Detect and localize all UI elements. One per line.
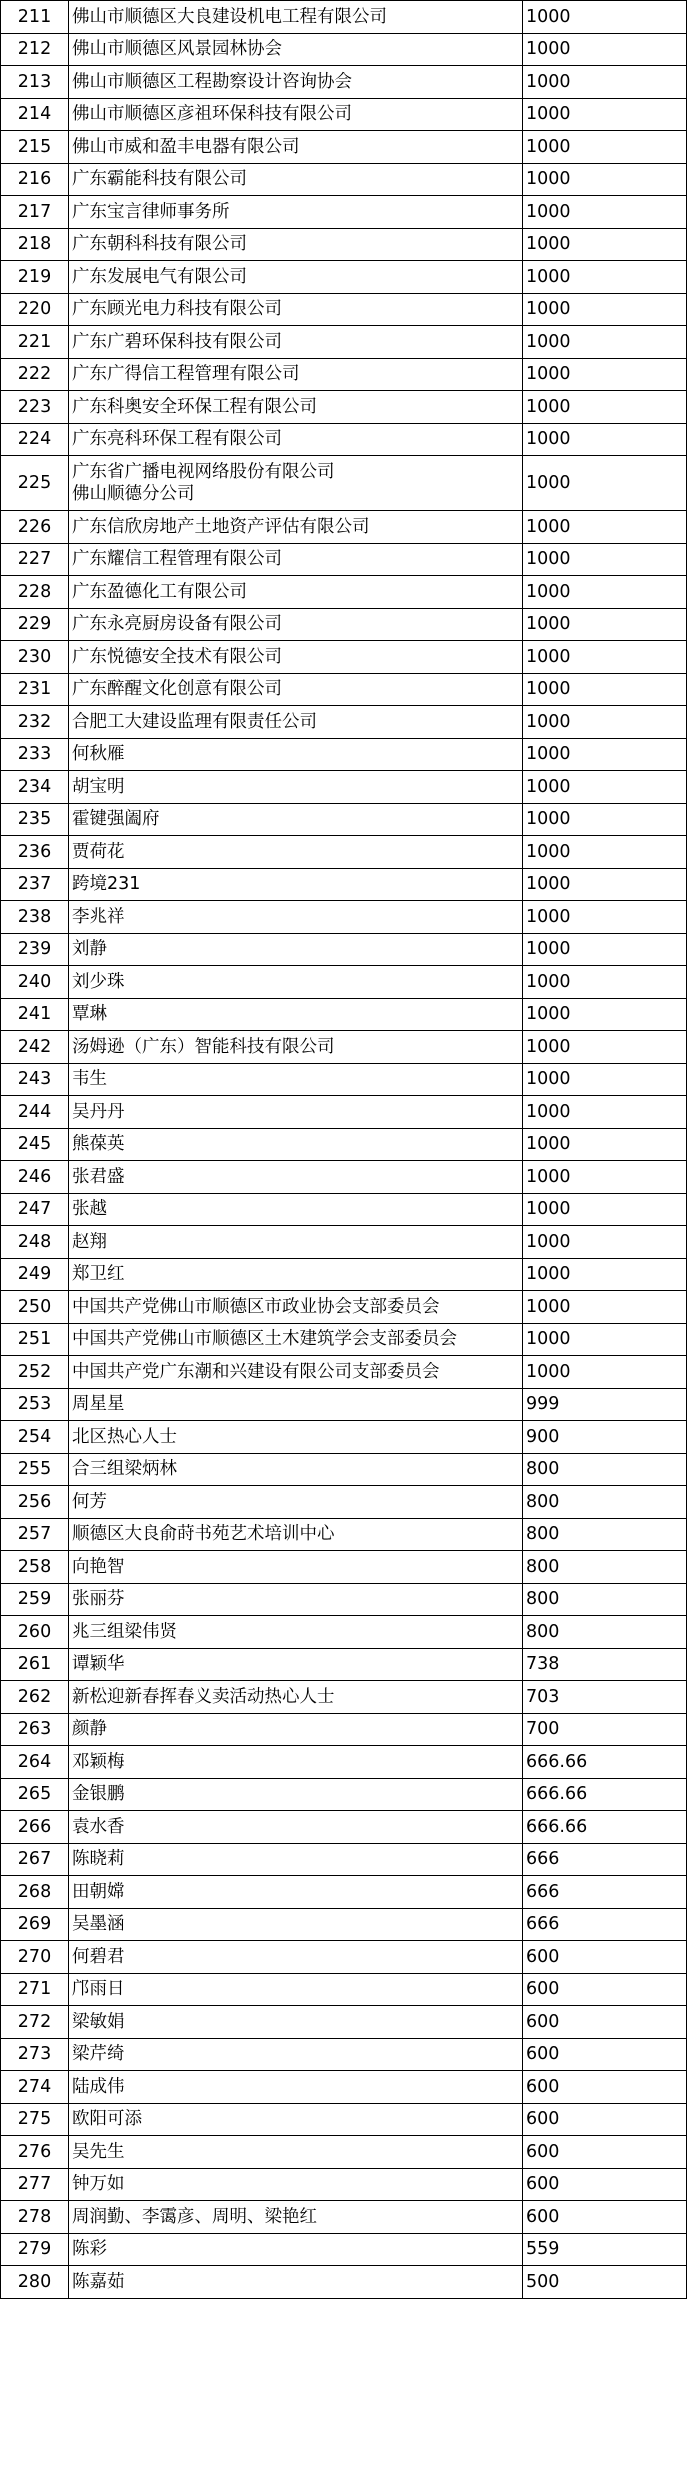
row-number: 222 xyxy=(1,358,69,391)
donor-name: 广东广碧环保科技有限公司 xyxy=(69,326,523,359)
donation-amount: 1000 xyxy=(523,326,687,359)
row-number: 244 xyxy=(1,1096,69,1129)
donation-amount: 500 xyxy=(523,2266,687,2299)
donor-name: 陆成伟 xyxy=(69,2071,523,2104)
donor-name: 跨境231 xyxy=(69,868,523,901)
table-row xyxy=(1,1486,687,1519)
donor-name: 贾荷花 xyxy=(69,836,523,869)
table-row xyxy=(1,641,687,674)
donor-name: 佛山市顺德区风景园林协会 xyxy=(69,33,523,66)
donor-name: 广东广得信工程管理有限公司 xyxy=(69,358,523,391)
donation-amount: 1000 xyxy=(523,868,687,901)
donor-name: 中国共产党佛山市顺德区市政业协会支部委员会 xyxy=(69,1291,523,1324)
donor-name: 陈嘉茹 xyxy=(69,2266,523,2299)
donor-name: 广东悦德安全技术有限公司 xyxy=(69,641,523,674)
donation-amount: 1000 xyxy=(523,1258,687,1291)
donation-amount: 559 xyxy=(523,2233,687,2266)
row-number: 245 xyxy=(1,1128,69,1161)
row-number: 263 xyxy=(1,1713,69,1746)
donor-name: 合三组梁炳林 xyxy=(69,1453,523,1486)
donor-name: 广东亮科环保工程有限公司 xyxy=(69,423,523,456)
donor-name: 郑卫红 xyxy=(69,1258,523,1291)
donation-amount: 666.66 xyxy=(523,1778,687,1811)
row-number: 248 xyxy=(1,1226,69,1259)
table-row xyxy=(1,2006,687,2039)
donation-amount: 1000 xyxy=(523,1096,687,1129)
donor-name: 周星星 xyxy=(69,1388,523,1421)
donation-amount: 1000 xyxy=(523,608,687,641)
row-number: 228 xyxy=(1,576,69,609)
table-row xyxy=(1,608,687,641)
donation-amount: 738 xyxy=(523,1648,687,1681)
row-number: 258 xyxy=(1,1551,69,1584)
table-row xyxy=(1,803,687,836)
donation-amount: 666 xyxy=(523,1876,687,1909)
donation-amount: 666 xyxy=(523,1908,687,1941)
table-row xyxy=(1,933,687,966)
table-row xyxy=(1,1941,687,1974)
donor-name: 袁水香 xyxy=(69,1811,523,1844)
row-number: 239 xyxy=(1,933,69,966)
donation-amount: 1000 xyxy=(523,966,687,999)
donation-amount: 1000 xyxy=(523,543,687,576)
donor-name: 何秋雁 xyxy=(69,738,523,771)
table-row xyxy=(1,1193,687,1226)
row-number: 219 xyxy=(1,261,69,294)
table-row xyxy=(1,2071,687,2104)
row-number: 231 xyxy=(1,673,69,706)
donation-amount: 1000 xyxy=(523,1291,687,1324)
donor-name: 谭颖华 xyxy=(69,1648,523,1681)
donor-name: 田朝嫦 xyxy=(69,1876,523,1909)
table-row xyxy=(1,1323,687,1356)
donation-amount: 1000 xyxy=(523,228,687,261)
donor-name: 梁芹绮 xyxy=(69,2038,523,2071)
donor-name: 霍键强阖府 xyxy=(69,803,523,836)
table-row xyxy=(1,326,687,359)
donor-name: 金银鹏 xyxy=(69,1778,523,1811)
row-number: 233 xyxy=(1,738,69,771)
donation-amount: 1000 xyxy=(523,261,687,294)
row-number: 218 xyxy=(1,228,69,261)
row-number: 273 xyxy=(1,2038,69,2071)
table-row xyxy=(1,1778,687,1811)
table-row xyxy=(1,1161,687,1194)
table-row xyxy=(1,1811,687,1844)
donor-name: 刘少珠 xyxy=(69,966,523,999)
donation-amount: 800 xyxy=(523,1453,687,1486)
row-number: 235 xyxy=(1,803,69,836)
donor-name: 中国共产党广东潮和兴建设有限公司支部委员会 xyxy=(69,1356,523,1389)
donation-amount: 600 xyxy=(523,2136,687,2169)
table-row xyxy=(1,1876,687,1909)
donation-amount: 1000 xyxy=(523,836,687,869)
donor-name: 佛山市威和盈丰电器有限公司 xyxy=(69,131,523,164)
row-number: 236 xyxy=(1,836,69,869)
donation-amount: 666.66 xyxy=(523,1746,687,1779)
table-row xyxy=(1,2168,687,2201)
table-row xyxy=(1,2266,687,2299)
donor-name: 李兆祥 xyxy=(69,901,523,934)
row-number: 229 xyxy=(1,608,69,641)
table-row xyxy=(1,868,687,901)
row-number: 267 xyxy=(1,1843,69,1876)
donor-name: 广东霸能科技有限公司 xyxy=(69,163,523,196)
table-row xyxy=(1,1583,687,1616)
donation-amount: 1000 xyxy=(523,576,687,609)
row-number: 220 xyxy=(1,293,69,326)
donation-amount: 1000 xyxy=(523,1193,687,1226)
donation-amount: 600 xyxy=(523,2038,687,2071)
row-number: 227 xyxy=(1,543,69,576)
row-number: 275 xyxy=(1,2103,69,2136)
donor-name: 中国共产党佛山市顺德区土木建筑学会支部委员会 xyxy=(69,1323,523,1356)
table-row xyxy=(1,391,687,424)
table-row xyxy=(1,131,687,164)
row-number: 223 xyxy=(1,391,69,424)
donor-name: 顺德区大良俞莳书苑艺术培训中心 xyxy=(69,1518,523,1551)
row-number: 237 xyxy=(1,868,69,901)
donation-amount: 800 xyxy=(523,1616,687,1649)
row-number: 224 xyxy=(1,423,69,456)
donor-name: 欧阳可添 xyxy=(69,2103,523,2136)
row-number: 271 xyxy=(1,1973,69,2006)
donor-name: 颜静 xyxy=(69,1713,523,1746)
row-number: 234 xyxy=(1,771,69,804)
row-number: 261 xyxy=(1,1648,69,1681)
table-row xyxy=(1,66,687,99)
donor-name: 陈彩 xyxy=(69,2233,523,2266)
table-row xyxy=(1,1648,687,1681)
table-row xyxy=(1,228,687,261)
donation-amount: 1000 xyxy=(523,391,687,424)
donor-name: 广东醉醒文化创意有限公司 xyxy=(69,673,523,706)
donation-amount: 600 xyxy=(523,2006,687,2039)
row-number: 240 xyxy=(1,966,69,999)
row-number: 259 xyxy=(1,1583,69,1616)
donor-name: 周润勤、李霭彦、周明、梁艳红 xyxy=(69,2201,523,2234)
donor-name: 广东顾光电力科技有限公司 xyxy=(69,293,523,326)
donation-amount: 1000 xyxy=(523,163,687,196)
donor-name: 汤姆逊（广东）智能科技有限公司 xyxy=(69,1031,523,1064)
donation-amount: 1000 xyxy=(523,1356,687,1389)
table-row xyxy=(1,738,687,771)
donor-name: 吴丹丹 xyxy=(69,1096,523,1129)
donor-name: 广东发展电气有限公司 xyxy=(69,261,523,294)
row-number: 226 xyxy=(1,511,69,544)
row-number: 254 xyxy=(1,1421,69,1454)
donation-amount: 600 xyxy=(523,2168,687,2201)
donor-name: 吴墨涵 xyxy=(69,1908,523,1941)
table-row xyxy=(1,1063,687,1096)
donor-name: 兆三组梁伟贤 xyxy=(69,1616,523,1649)
donor-name: 广东信欣房地产土地资产评估有限公司 xyxy=(69,511,523,544)
table-row xyxy=(1,901,687,934)
donor-name: 何碧君 xyxy=(69,1941,523,1974)
table-row xyxy=(1,576,687,609)
table-row xyxy=(1,511,687,544)
table-row xyxy=(1,261,687,294)
donation-amount: 1000 xyxy=(523,131,687,164)
donor-name: 熊葆英 xyxy=(69,1128,523,1161)
table-row xyxy=(1,1681,687,1714)
table-row xyxy=(1,1843,687,1876)
donor-name: 广东盈德化工有限公司 xyxy=(69,576,523,609)
row-number: 278 xyxy=(1,2201,69,2234)
row-number: 270 xyxy=(1,1941,69,1974)
row-number: 216 xyxy=(1,163,69,196)
donation-amount: 666.66 xyxy=(523,1811,687,1844)
donation-amount: 1000 xyxy=(523,1226,687,1259)
donor-name: 梁敏娟 xyxy=(69,2006,523,2039)
table-row xyxy=(1,1388,687,1421)
row-number: 230 xyxy=(1,641,69,674)
donation-amount: 1000 xyxy=(523,33,687,66)
table-row xyxy=(1,1226,687,1259)
donor-name: 广东科奥安全环保工程有限公司 xyxy=(69,391,523,424)
donor-name: 广东省广播电视网络股份有限公司 佛山顺德分公司 xyxy=(69,456,523,511)
table-row xyxy=(1,1746,687,1779)
row-number: 276 xyxy=(1,2136,69,2169)
donation-amount: 1000 xyxy=(523,1128,687,1161)
donor-name: 佛山市顺德区彦祖环保科技有限公司 xyxy=(69,98,523,131)
table-row xyxy=(1,1291,687,1324)
donor-name: 广东朝科科技有限公司 xyxy=(69,228,523,261)
row-number: 213 xyxy=(1,66,69,99)
donation-amount: 1000 xyxy=(523,511,687,544)
donation-amount: 1000 xyxy=(523,641,687,674)
row-number: 265 xyxy=(1,1778,69,1811)
donation-amount: 1000 xyxy=(523,196,687,229)
donor-name: 张越 xyxy=(69,1193,523,1226)
donation-amount: 1000 xyxy=(523,803,687,836)
table-row xyxy=(1,163,687,196)
table-row xyxy=(1,771,687,804)
donor-name: 何芳 xyxy=(69,1486,523,1519)
table-row xyxy=(1,423,687,456)
table-row xyxy=(1,1616,687,1649)
donation-amount: 600 xyxy=(523,2103,687,2136)
row-number: 253 xyxy=(1,1388,69,1421)
table-row xyxy=(1,2038,687,2071)
donor-name: 张君盛 xyxy=(69,1161,523,1194)
table-row xyxy=(1,543,687,576)
row-number: 211 xyxy=(1,1,69,34)
donor-name: 广东宝言律师事务所 xyxy=(69,196,523,229)
donor-name: 邝雨日 xyxy=(69,1973,523,2006)
table-row xyxy=(1,1258,687,1291)
row-number: 264 xyxy=(1,1746,69,1779)
donor-name: 韦生 xyxy=(69,1063,523,1096)
donor-name: 钟万如 xyxy=(69,2168,523,2201)
donation-amount: 703 xyxy=(523,1681,687,1714)
row-number: 232 xyxy=(1,706,69,739)
row-number: 260 xyxy=(1,1616,69,1649)
row-number: 242 xyxy=(1,1031,69,1064)
row-number: 277 xyxy=(1,2168,69,2201)
row-number: 215 xyxy=(1,131,69,164)
donor-name: 佛山市顺德区大良建设机电工程有限公司 xyxy=(69,1,523,34)
table-row xyxy=(1,2201,687,2234)
table-row xyxy=(1,1453,687,1486)
row-number: 225 xyxy=(1,456,69,511)
table-row xyxy=(1,2136,687,2169)
table-row xyxy=(1,1908,687,1941)
row-number: 251 xyxy=(1,1323,69,1356)
row-number: 255 xyxy=(1,1453,69,1486)
table-row xyxy=(1,998,687,1031)
donor-name: 张丽芬 xyxy=(69,1583,523,1616)
table-row xyxy=(1,1356,687,1389)
table-row xyxy=(1,1551,687,1584)
table-row xyxy=(1,1518,687,1551)
donation-amount: 1000 xyxy=(523,456,687,511)
donation-amount: 1000 xyxy=(523,1063,687,1096)
table-row xyxy=(1,196,687,229)
row-number: 274 xyxy=(1,2071,69,2104)
donation-amount: 900 xyxy=(523,1421,687,1454)
donation-amount: 1000 xyxy=(523,901,687,934)
table-row xyxy=(1,2103,687,2136)
row-number: 246 xyxy=(1,1161,69,1194)
table-row xyxy=(1,1,687,34)
donation-amount: 600 xyxy=(523,1973,687,2006)
row-number: 249 xyxy=(1,1258,69,1291)
row-number: 269 xyxy=(1,1908,69,1941)
table-row xyxy=(1,673,687,706)
donation-amount: 700 xyxy=(523,1713,687,1746)
row-number: 238 xyxy=(1,901,69,934)
donation-amount: 1000 xyxy=(523,66,687,99)
donation-amount: 600 xyxy=(523,2071,687,2104)
row-number: 268 xyxy=(1,1876,69,1909)
donor-name: 合肥工大建设监理有限责任公司 xyxy=(69,706,523,739)
donation-table-body xyxy=(1,1,687,2299)
table-row xyxy=(1,1031,687,1064)
row-number: 279 xyxy=(1,2233,69,2266)
table-row xyxy=(1,2233,687,2266)
donor-name: 北区热心人士 xyxy=(69,1421,523,1454)
row-number: 250 xyxy=(1,1291,69,1324)
table-row xyxy=(1,706,687,739)
donor-name: 新松迎新春挥春义卖活动热心人士 xyxy=(69,1681,523,1714)
donation-amount: 600 xyxy=(523,1941,687,1974)
donation-amount: 1000 xyxy=(523,358,687,391)
row-number: 217 xyxy=(1,196,69,229)
donation-amount: 1000 xyxy=(523,673,687,706)
donation-amount: 800 xyxy=(523,1551,687,1584)
table-row xyxy=(1,358,687,391)
row-number: 243 xyxy=(1,1063,69,1096)
donor-name: 广东永亮厨房设备有限公司 xyxy=(69,608,523,641)
donor-name: 广东耀信工程管理有限公司 xyxy=(69,543,523,576)
table-row xyxy=(1,293,687,326)
table-row xyxy=(1,456,687,511)
table-row xyxy=(1,1096,687,1129)
donation-amount: 1000 xyxy=(523,1031,687,1064)
donation-amount: 1000 xyxy=(523,98,687,131)
row-number: 272 xyxy=(1,2006,69,2039)
row-number: 212 xyxy=(1,33,69,66)
donation-amount: 999 xyxy=(523,1388,687,1421)
donation-amount: 1000 xyxy=(523,1,687,34)
donation-amount: 1000 xyxy=(523,771,687,804)
donor-name: 胡宝明 xyxy=(69,771,523,804)
table-row xyxy=(1,836,687,869)
donor-name: 佛山市顺德区工程勘察设计咨询协会 xyxy=(69,66,523,99)
donation-amount: 1000 xyxy=(523,293,687,326)
donation-amount: 1000 xyxy=(523,706,687,739)
table-row xyxy=(1,1421,687,1454)
row-number: 266 xyxy=(1,1811,69,1844)
table-row xyxy=(1,33,687,66)
table-row xyxy=(1,1128,687,1161)
donation-amount: 1000 xyxy=(523,738,687,771)
donation-amount: 1000 xyxy=(523,1323,687,1356)
donation-amount: 800 xyxy=(523,1486,687,1519)
row-number: 257 xyxy=(1,1518,69,1551)
donor-name: 陈晓莉 xyxy=(69,1843,523,1876)
donation-amount: 800 xyxy=(523,1518,687,1551)
donation-amount: 600 xyxy=(523,2201,687,2234)
row-number: 221 xyxy=(1,326,69,359)
donation-amount: 666 xyxy=(523,1843,687,1876)
donor-name: 向艳智 xyxy=(69,1551,523,1584)
donation-amount: 800 xyxy=(523,1583,687,1616)
row-number: 262 xyxy=(1,1681,69,1714)
table-row xyxy=(1,1973,687,2006)
donor-name: 刘静 xyxy=(69,933,523,966)
donation-amount: 1000 xyxy=(523,933,687,966)
row-number: 247 xyxy=(1,1193,69,1226)
row-number: 241 xyxy=(1,998,69,1031)
donor-name: 赵翔 xyxy=(69,1226,523,1259)
row-number: 214 xyxy=(1,98,69,131)
table-row xyxy=(1,966,687,999)
donor-name: 覃琳 xyxy=(69,998,523,1031)
donor-name: 邓颖梅 xyxy=(69,1746,523,1779)
row-number: 280 xyxy=(1,2266,69,2299)
donation-amount: 1000 xyxy=(523,423,687,456)
table-row xyxy=(1,1713,687,1746)
row-number: 252 xyxy=(1,1356,69,1389)
donation-amount: 1000 xyxy=(523,998,687,1031)
table-row xyxy=(1,98,687,131)
row-number: 256 xyxy=(1,1486,69,1519)
donor-name: 吴先生 xyxy=(69,2136,523,2169)
donation-amount: 1000 xyxy=(523,1161,687,1194)
